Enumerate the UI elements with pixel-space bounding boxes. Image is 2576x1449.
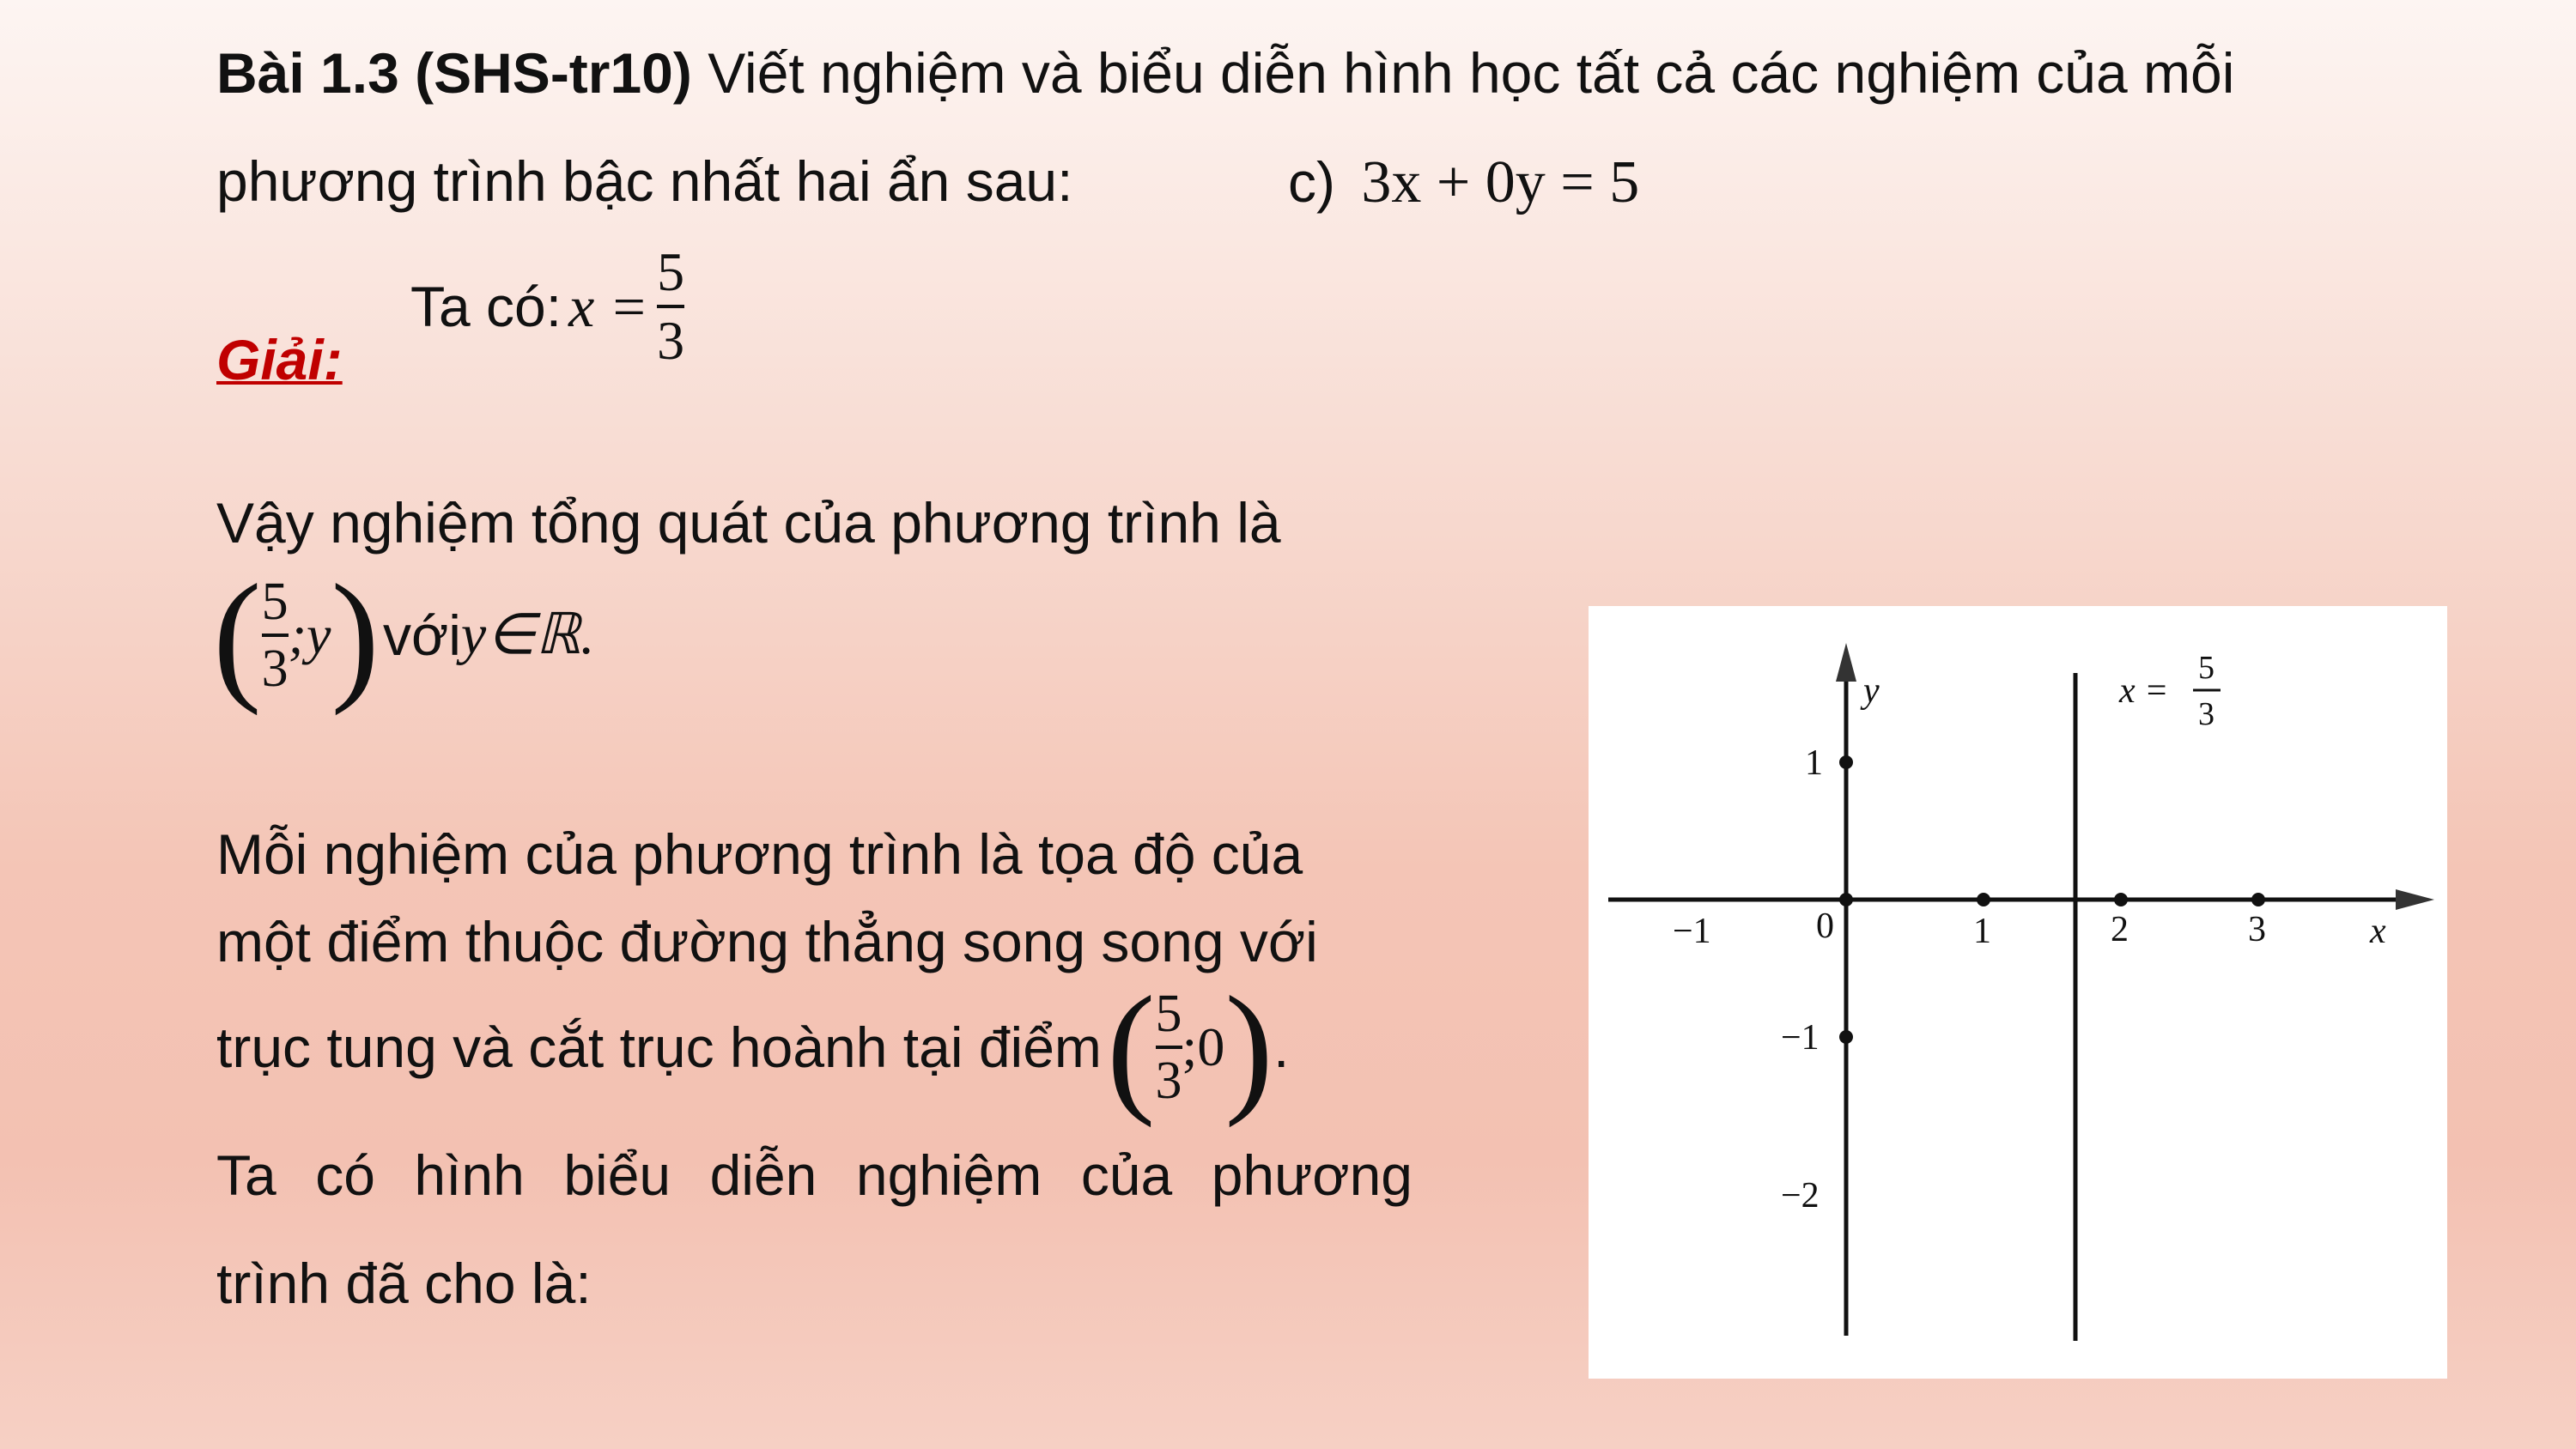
- close-paren: ): [331, 555, 380, 716]
- y-tick-neg2: −2: [1781, 1176, 1820, 1216]
- point-period: .: [1273, 1016, 1290, 1079]
- x-fraction: [657, 241, 685, 371]
- ta-co-text: Ta có:: [410, 275, 562, 338]
- x-tick-0: 0: [1816, 906, 1834, 946]
- line-label-lhs: x =: [2119, 671, 2169, 711]
- general-line-1: [216, 491, 1281, 555]
- point-fraction: [1155, 985, 1182, 1110]
- x-tick-1: 1: [1973, 912, 1991, 951]
- equation: 3x + 0y = 5: [1361, 149, 1640, 215]
- point-x-3: [2251, 893, 2265, 906]
- point-close-paren: ): [1224, 967, 1273, 1128]
- point-fraction-den: 3: [1155, 1052, 1182, 1110]
- problem-line-1: [216, 41, 2235, 105]
- pair-fraction-num: 5: [261, 573, 289, 631]
- line-label-den: 3: [2198, 696, 2215, 732]
- y-tick-1: 1: [1805, 743, 1823, 783]
- x-tick-2: 2: [2111, 910, 2129, 949]
- explanation-line-4: [216, 1143, 1413, 1207]
- point-x-1: [1977, 893, 1990, 906]
- part-label: c): [1288, 150, 1335, 214]
- solution-heading: Giải:: [216, 328, 343, 391]
- line-label-num: 5: [2198, 650, 2215, 686]
- general-pair: [213, 555, 595, 716]
- explanation-line-2: một điểm thuộc đường thẳng song song với: [216, 910, 1318, 973]
- explanation-line-5: trình đã cho là:: [216, 1252, 592, 1315]
- explanation-text-4: Ta có hình biểu diễn nghiệm của phương: [216, 1143, 1413, 1207]
- problem-line-2: [216, 149, 1073, 213]
- x-axis-label: x: [2370, 912, 2386, 951]
- problem-label: Bài 1.3 (SHS-tr10): [216, 41, 692, 105]
- problem-text-1: Viết nghiệm và biểu diễn hình học tất cả các nghiệm của mỗi: [691, 41, 2235, 105]
- point-separator: ;0: [1182, 1016, 1225, 1077]
- x-fraction-num: 5: [657, 241, 685, 302]
- graph-svg: [1589, 606, 2447, 1379]
- solution-x-value: [410, 233, 684, 379]
- point-y-1: [1839, 755, 1853, 769]
- with-text: với: [382, 603, 461, 667]
- domain-text: y∈ℝ.: [460, 603, 595, 666]
- pair-fraction-den: 3: [261, 640, 289, 698]
- problem-part-c: [1288, 149, 1640, 215]
- open-paren: (: [213, 555, 262, 716]
- x-equals: x =: [568, 274, 649, 339]
- explanation-text-3: trục tung và cắt trục hoành tại điểm: [216, 1016, 1102, 1079]
- y-tick-neg1: −1: [1781, 1018, 1820, 1058]
- point-fraction-num: 5: [1155, 985, 1182, 1043]
- x-axis-arrow: [2396, 889, 2434, 910]
- general-text: Vậy nghiệm tổng quát của phương trình là: [216, 491, 1281, 555]
- pair-separator: ;y: [288, 604, 331, 665]
- x-tick-neg1: −1: [1673, 912, 1711, 951]
- solution-graph: [1589, 606, 2447, 1379]
- point-x-2: [2114, 893, 2128, 906]
- x-tick-3: 3: [2248, 910, 2266, 949]
- y-axis-label: y: [1863, 671, 1880, 711]
- problem-text-2: phương trình bậc nhất hai ẩn sau:: [216, 149, 1073, 213]
- point-open-paren: (: [1106, 967, 1156, 1128]
- explanation-line-1: Mỗi nghiệm của phương trình là tọa độ của: [216, 822, 1303, 886]
- y-axis-arrow: [1836, 643, 1856, 682]
- point-origin: [1839, 893, 1853, 906]
- pair-fraction: [261, 573, 289, 698]
- point-y-neg1: [1839, 1030, 1853, 1044]
- x-fraction-den: 3: [657, 310, 685, 371]
- explanation-line-3: [216, 967, 1290, 1128]
